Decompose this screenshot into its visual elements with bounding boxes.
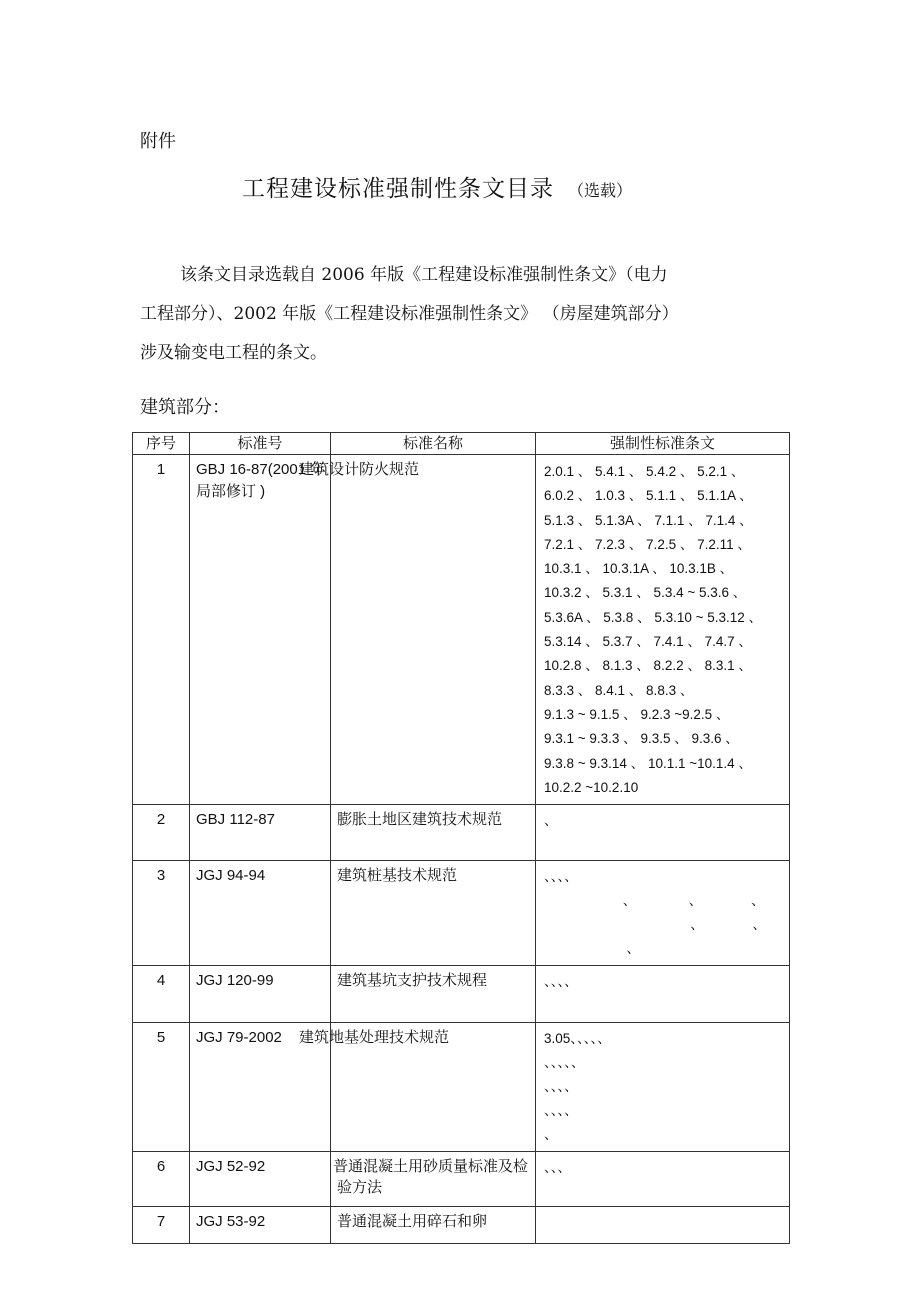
page-title (242, 170, 632, 203)
clause-line: 、 (544, 941, 641, 957)
row-no: 4 (133, 966, 190, 1023)
clause-line: 、、、、 (544, 869, 578, 885)
table-row (133, 966, 790, 1023)
row-no: 1 (133, 455, 190, 805)
clause-line: 10.2.8 、 8.1.3 、 8.2.2 、 8.3.1 、 (544, 658, 752, 674)
clause-line: 2.0.1 、 5.4.1 、 5.4.2 、 5.2.1 、 (544, 464, 745, 479)
row-code: JGJ 52-92 (190, 1152, 331, 1207)
row-clauses (536, 966, 790, 1023)
row-no: 3 (133, 861, 190, 966)
row-clauses (536, 1023, 790, 1152)
row-name: 建筑基坑支护技术规程 (331, 966, 536, 1023)
row-no: 7 (133, 1207, 190, 1244)
clause-line: 3.05、、、、、 (544, 1031, 611, 1047)
clause-line: 、、、、 (544, 974, 578, 990)
row-name: 普通混凝土用碎石和卵 (331, 1207, 536, 1244)
row-code: JGJ 79-2002 (190, 1023, 331, 1152)
header-no: 序号 (133, 433, 190, 455)
row-code: JGJ 120-99 (190, 966, 331, 1023)
clause-line: 、、、 (544, 1160, 571, 1176)
row-name: 普通混凝土用砂质量标准及检验方法 (331, 1152, 536, 1207)
clause-line: 、 、 、 (544, 893, 765, 909)
table-row (133, 1152, 790, 1207)
clause-line: 10.3.2 、 5.3.1 、 5.3.4 ~ 5.3.6 、 (544, 585, 747, 601)
row-no: 6 (133, 1152, 190, 1207)
row-no: 5 (133, 1023, 190, 1152)
clause-line: 9.1.3 ~ 9.1.5 、 9.2.3 ~9.2.5 、 (544, 706, 730, 722)
intro-line: 该条文目录选载自 2006 年版《工程建设标准强制性条文》（电力 (180, 265, 668, 285)
intro-line: 涉及输变电工程的条文。 (140, 343, 327, 363)
clause-line: 5.3.14 、 5.3.7 、 7.4.1 、 7.4.7 、 (544, 634, 752, 650)
table-row (133, 1023, 790, 1152)
title-main: 工程建设标准强制性条文目录 (242, 176, 554, 202)
table-row (133, 1207, 790, 1244)
clause-line: 、 (544, 1127, 558, 1143)
row-name-text: 建筑设计防火规范 (299, 460, 420, 478)
clause-line: 8.3.3 、 8.4.1 、 8.8.3 、 (544, 682, 694, 698)
clause-line: 、、、、 (544, 1079, 578, 1095)
clause-line: 、、、、 (544, 1103, 578, 1119)
intro-paragraph (140, 256, 790, 373)
title-sub: （选载） (568, 181, 633, 200)
clause-line: 9.3.1 ~ 9.3.3 、 9.3.5 、 9.3.6 、 (544, 731, 739, 747)
row-name (299, 1023, 536, 1152)
row-clauses (536, 1207, 790, 1244)
row-clauses (536, 861, 790, 966)
row-code: GBJ 16-87(2001 年局部修订 ) (190, 455, 331, 805)
row-name: 膨胀土地区建筑技术规范 (331, 805, 536, 861)
section-title: 建筑部分： (140, 397, 230, 418)
row-code: JGJ 94-94 (190, 861, 331, 966)
clause-line: 5.3.6A 、 5.3.8 、 5.3.10 ~ 5.3.12 、 (544, 609, 763, 625)
row-name-text: 建筑地基处理技术规范 (299, 1028, 450, 1047)
row-clauses (536, 805, 790, 861)
clause-line: 、 (544, 813, 558, 829)
table-row (133, 805, 790, 861)
intro-line: 工程部分）、2002 年版《工程建设标准强制性条文》 （房屋建筑部分） (140, 304, 679, 324)
row-clauses (536, 1152, 790, 1207)
clause-line: 10.3.1 、 10.3.1A 、 10.3.1B 、 (544, 561, 734, 577)
standards-table (132, 432, 790, 1244)
header-code: 标准号 (190, 433, 331, 455)
clause-line: 10.2.2 ~10.2.10 (544, 779, 639, 795)
table-row (133, 455, 790, 805)
table-row (133, 861, 790, 966)
row-code: GBJ 112-87 (190, 805, 331, 861)
clause-line: 7.2.1 、 7.2.3 、 7.2.5 、 7.2.11 、 (544, 536, 751, 552)
clause-line: 9.3.8 ~ 9.3.14 、 10.1.1 ~10.1.4 、 (544, 755, 752, 771)
clause-line: 5.1.3 、 5.1.3A 、 7.1.1 、 7.1.4 、 (544, 512, 753, 528)
row-no: 2 (133, 805, 190, 861)
row-name: 建筑桩基技术规范 (331, 861, 536, 966)
header-name: 标准名称 (331, 433, 536, 455)
row-code: JGJ 53-92 (190, 1207, 331, 1244)
clause-line: 6.0.2 、 1.0.3 、 5.1.1 、 5.1.1A 、 (544, 488, 753, 504)
row-clauses (536, 455, 790, 805)
clause-line: 、 、 (544, 917, 767, 933)
row-name (299, 455, 536, 805)
attachment-label: 附件 (140, 131, 176, 152)
table-header-row (133, 433, 790, 455)
clause-line: 、、、、、 (544, 1055, 585, 1071)
header-clauses: 强制性标准条文 (536, 433, 790, 455)
